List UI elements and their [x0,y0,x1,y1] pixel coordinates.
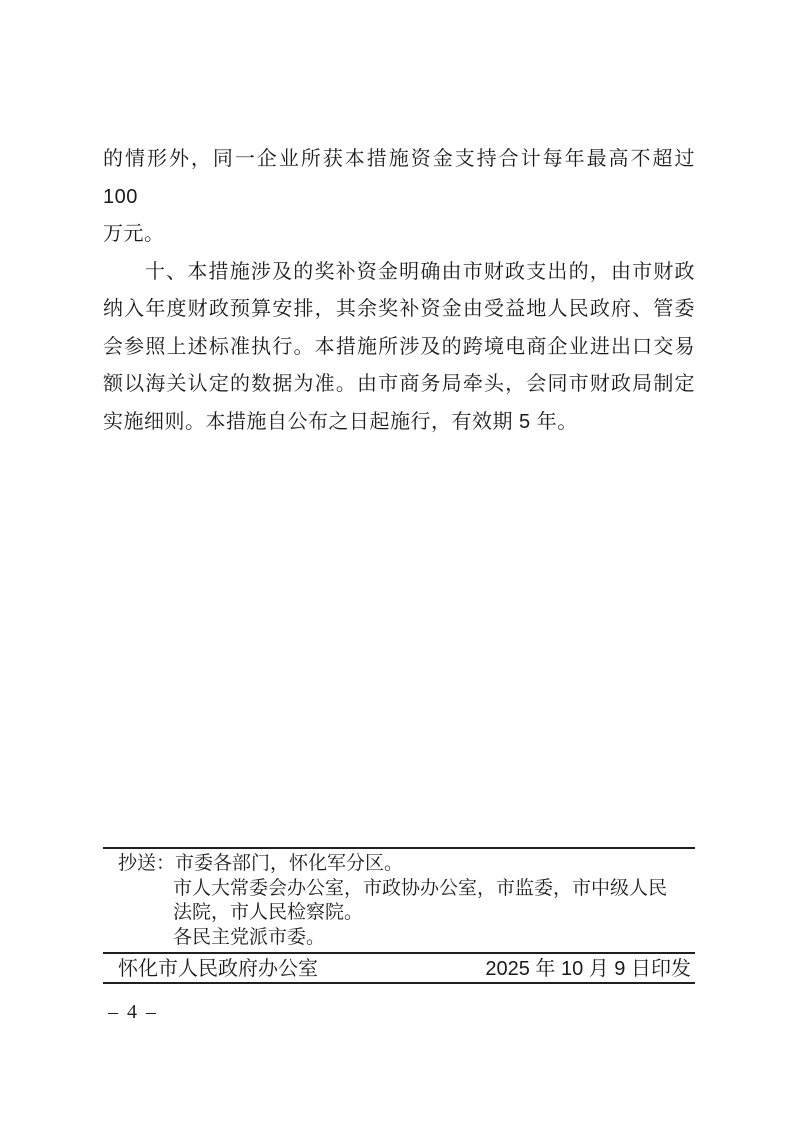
cc-top-rule [103,847,695,849]
page-number: – 4 – [108,1001,158,1023]
issuing-office: 怀化市人民政府办公室 [118,958,318,980]
imprint-row [103,958,695,980]
cc-line: 法院，市人民检察院。 [173,902,364,923]
body-line: 纳入年度财政预算安排，其余奖补资金由受益地人民政府、管委 [103,298,695,320]
print-date: 2025 年 10 月 9 日印发 [485,958,691,980]
body-line: 会参照上述标准执行。本措施所涉及的跨境电商企业进出口交易 [103,335,695,358]
cc-line: 各民主党派市委。 [173,926,326,948]
document-body [103,141,695,441]
cc-label: 抄送： [118,853,176,874]
cc-line-text: 市委各部门，怀化军分区。 [175,853,404,874]
body-line: 的情形外，同一企业所获本措施资金支持合计每年最高不超过 100 [103,148,695,208]
body-line: 万元。 [103,223,165,245]
imprint-top-rule [103,952,695,954]
cc-line: 市人大常委会办公室，市政协办公室，市监委，市中级人民 [173,877,668,899]
body-line: 十、本措施涉及的奖补资金明确由市财政支出的，由市财政 [145,260,695,283]
cc-line [103,852,695,877]
body-line: 实施细则。本措施自公布之日起施行，有效期 5 年。 [103,410,578,433]
cc-section [103,852,695,950]
body-line: 额以海关认定的数据为准。由市商务局牵头，会同市财政局制定 [103,373,695,395]
imprint-bottom-rule [103,982,695,984]
